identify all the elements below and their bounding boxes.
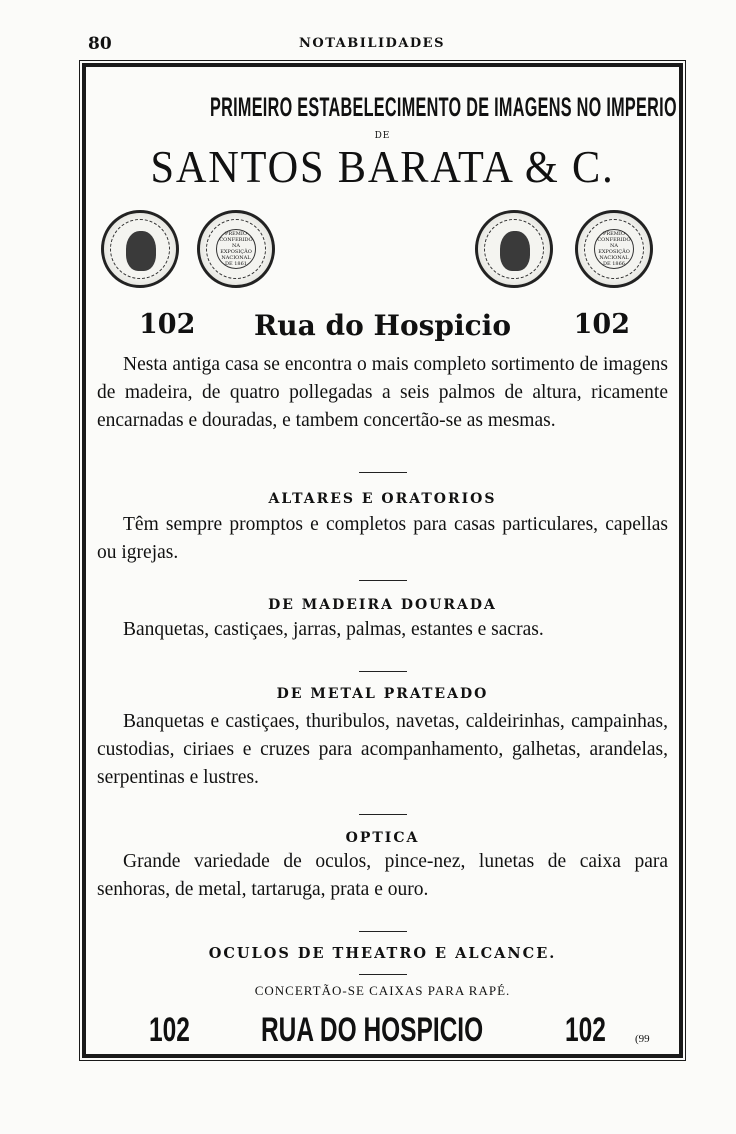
snuff-box-repair: CONCERTÃO-SE CAIXAS PARA RAPÉ.	[254, 983, 511, 998]
medal-inscription: PREMIO CONFERIDO NA EXPOSIÇÃO NACIONAL DE 1866	[594, 229, 634, 269]
headline-de: DE	[374, 131, 391, 141]
page-number: 80	[88, 34, 112, 54]
footer-number-right: 102	[565, 1011, 606, 1049]
section-title-optica: OPTICA	[345, 830, 420, 846]
footer-number-left: 102	[149, 1011, 190, 1049]
headline-establishment: PRIMEIRO ESTABELECIMENTO DE IMAGENS NO IMPERIO	[210, 92, 677, 122]
section-text-optica: Grande variedade de oculos, pince-nez, lunetas de caixa para senhoras, de metal, tartaruga, prata e ouro.	[97, 851, 668, 900]
medal-portrait-left	[101, 210, 179, 288]
section-text-metal: Banquetas e castiçaes, thuribulos, navetas, caldeirinhas, campainhas, custodias, ciriaes e cruzes para acompanhamento, galhetas, arandelas, serpentinas e lustres.	[97, 711, 668, 788]
divider	[359, 814, 407, 815]
street-name: Rua do Hospicio	[254, 309, 511, 342]
address-line	[95, 309, 670, 345]
medal-wreath-left	[197, 210, 275, 288]
theatre-glasses: OCULOS DE THEATRO E ALCANCE.	[208, 945, 557, 962]
portrait-icon	[126, 231, 156, 271]
divider	[359, 472, 407, 473]
section-title-metal: DE METAL PRATEADO	[276, 686, 489, 702]
footer-address	[95, 1011, 670, 1055]
footer-code: (99	[635, 1033, 650, 1045]
divider	[359, 671, 407, 672]
portrait-icon	[500, 231, 530, 271]
advertisement-body	[95, 76, 677, 1049]
medal-wreath-right	[575, 210, 653, 288]
section-title-altares: ALTARES E ORATORIOS	[268, 491, 497, 507]
intro-paragraph: Nesta antiga casa se encontra o mais completo sortimento de imagens de madeira, de quatro pollegadas a seis palmos de altura, ricamente encarnadas e douradas, e tambem concertão-se as mesmas.	[97, 354, 668, 431]
section-text-altares: Têm sempre promptos e completos para casas particulares, capellas ou igrejas.	[97, 514, 668, 563]
divider	[359, 580, 407, 581]
running-header	[88, 34, 656, 56]
divider	[359, 974, 407, 975]
advertisement-frame	[82, 63, 683, 1058]
divider	[359, 931, 407, 932]
medal-inscription: PREMIO CONFERIDO NA EXPOSIÇÃO NACIONAL DE 1861	[216, 229, 256, 269]
firm-name: SANTOS BARATA & C.	[150, 141, 615, 192]
street-number-left: 102	[139, 309, 196, 340]
medal-portrait-right	[475, 210, 553, 288]
street-number-right: 102	[573, 309, 630, 340]
running-title: NOTABILIDADES	[299, 36, 445, 51]
section-title-madeira: DE MADEIRA DOURADA	[268, 597, 497, 613]
section-text-madeira: Banquetas, castiçaes, jarras, palmas, estantes e sacras.	[123, 619, 544, 640]
footer-street: RUA DO HOSPICIO	[261, 1011, 484, 1049]
